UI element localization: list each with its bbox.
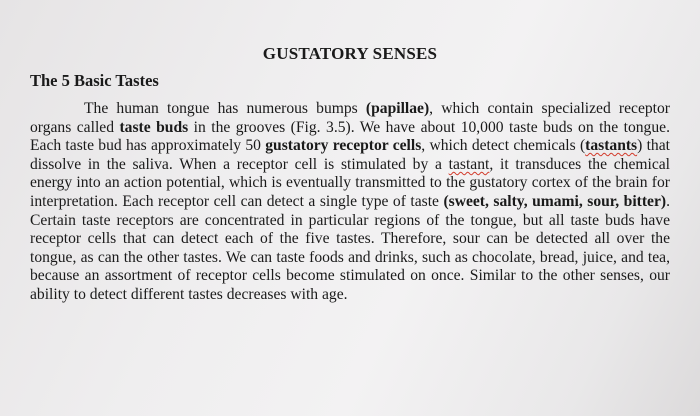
text-run: ) that dissolve in the saliva. When a receptor cell is stimulated by a (30, 137, 670, 173)
section-heading: The 5 Basic Tastes (30, 71, 159, 90)
word-tastant: tastant (448, 155, 490, 173)
term-gustatory-receptor-cells: gustatory receptor cells (265, 137, 422, 155)
text-run: The human tongue has numerous bumps (84, 100, 366, 117)
body-paragraph (30, 100, 670, 305)
text-run: , it transduces the chemical energy into an action potential, which is eventually transmitted to the gustatory cortex of the brain for interpretation. Each receptor cell can detect a single type of taste (30, 155, 670, 210)
text-run: , which detect chemicals ( (421, 137, 586, 155)
term-tastants: tastants (585, 137, 638, 155)
text-run: , which contain specialized receptor organs called (30, 100, 670, 136)
text-run: . Certain taste receptors are concentrated in particular regions of the tongue, but all taste buds have receptor cells that can detect each of the five tastes. Therefore, sour can be detected all over the tongue, as can the other tastes. We can taste foods and drinks, such as chocolate, bread, juice, and tea, because an assortment of receptor cells become stimulated on once. Similar to the other senses, our ability to detect different tastes decreases with age. (30, 192, 670, 303)
term-papillae: (papillae) (365, 100, 430, 117)
term-taste-types: (sweet, salty, umami, sour, bitter) (443, 192, 667, 210)
text-run: in the grooves (Fig. 3.5). We have about 10,000 taste buds on the tongue. Each taste bud has approximately 50 (30, 118, 670, 155)
page-title: GUSTATORY SENSES (262, 44, 438, 63)
term-taste-buds: taste buds (119, 118, 189, 136)
